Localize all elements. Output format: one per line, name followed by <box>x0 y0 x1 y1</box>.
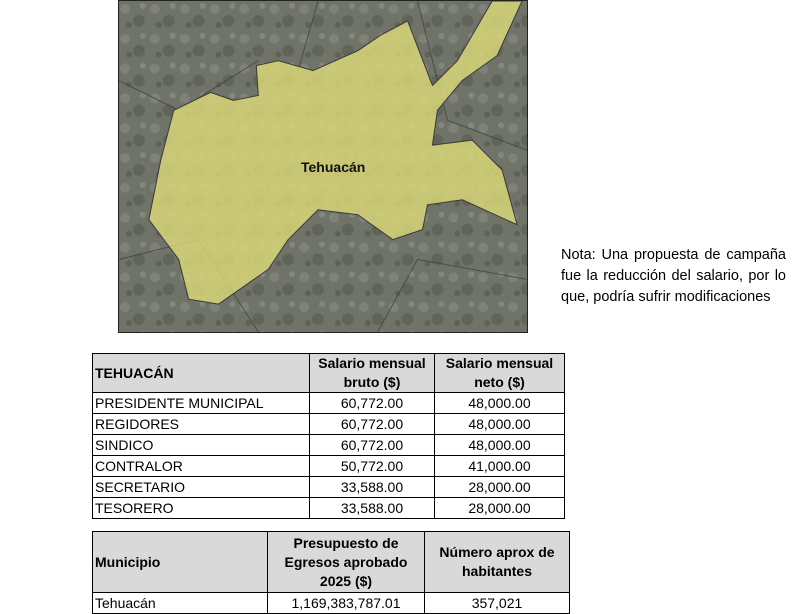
gross-cell: 50,772.00 <box>310 456 435 477</box>
gross-cell: 60,772.00 <box>310 393 435 414</box>
header-population: Número aprox de habitantes <box>425 532 570 593</box>
position-cell: PRESIDENTE MUNICIPAL <box>93 393 310 414</box>
position-cell: REGIDORES <box>93 414 310 435</box>
net-cell: 48,000.00 <box>435 393 565 414</box>
net-cell: 28,000.00 <box>435 477 565 498</box>
position-cell: TESORERO <box>93 498 310 519</box>
gross-cell: 60,772.00 <box>310 414 435 435</box>
municipality-cell: Tehuacán <box>93 593 268 614</box>
table-row <box>93 477 565 498</box>
municipality-map <box>118 0 528 333</box>
header-municipality: Municipio <box>93 532 268 593</box>
table-row <box>93 593 570 614</box>
salary-table-header <box>93 354 565 393</box>
salary-table <box>92 353 565 519</box>
budget-table-header <box>93 532 570 593</box>
table-row <box>93 435 565 456</box>
position-cell: CONTRALOR <box>93 456 310 477</box>
budget-table <box>92 531 570 614</box>
gross-cell: 33,588.00 <box>310 498 435 519</box>
table-row <box>93 393 565 414</box>
header-municipality: TEHUACÁN <box>93 354 310 393</box>
position-cell: SINDICO <box>93 435 310 456</box>
note-text: Nota: Una propuesta de campaña fue la reducción del salario, por lo que, podría sufrir modificaciones <box>561 247 786 305</box>
map-label-tehuacan: Tehuacán <box>301 159 366 175</box>
budget-cell: 1,169,383,787.01 <box>268 593 425 614</box>
header-gross-salary: Salario mensual bruto ($) <box>310 354 435 393</box>
header-budget: Presupuesto de Egresos aprobado 2025 ($) <box>268 532 425 593</box>
net-cell: 28,000.00 <box>435 498 565 519</box>
gross-cell: 33,588.00 <box>310 477 435 498</box>
table-row <box>93 414 565 435</box>
position-cell: SECRETARIO <box>93 477 310 498</box>
net-cell: 41,000.00 <box>435 456 565 477</box>
net-cell: 48,000.00 <box>435 414 565 435</box>
table-row <box>93 498 565 519</box>
table-row <box>93 456 565 477</box>
net-cell: 48,000.00 <box>435 435 565 456</box>
header-net-salary: Salario mensual neto ($) <box>435 354 565 393</box>
gross-cell: 60,772.00 <box>310 435 435 456</box>
population-cell: 357,021 <box>425 593 570 614</box>
